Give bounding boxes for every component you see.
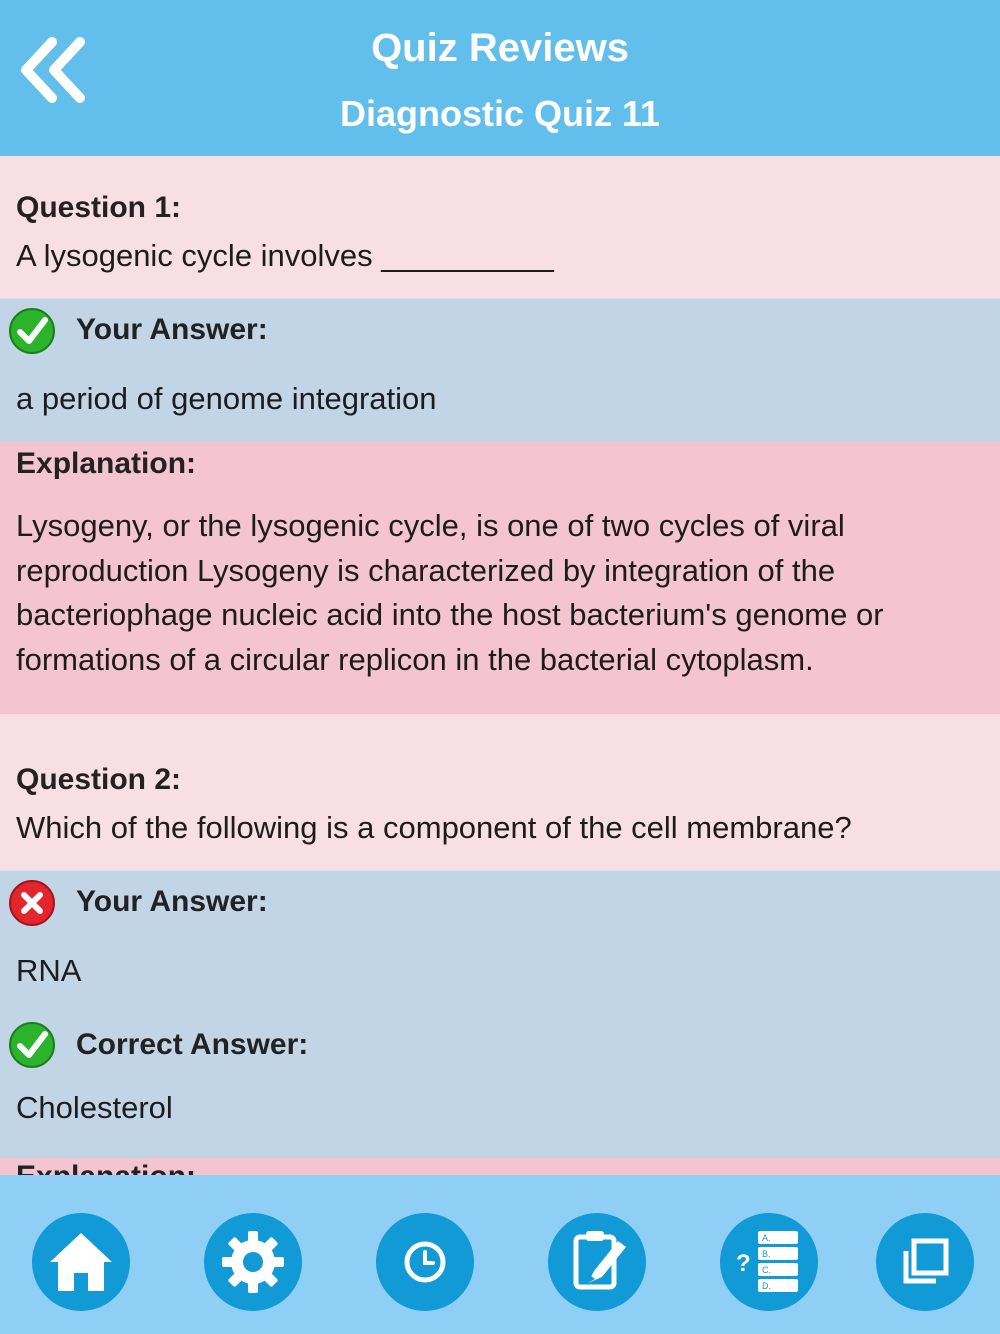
option-a-letter: A. <box>762 1233 771 1243</box>
your-answer-block <box>0 870 1000 1158</box>
copy-window-icon <box>876 1213 974 1311</box>
question-label: Question 1: <box>16 191 182 224</box>
correct-answer-label: Correct Answer: <box>76 1028 309 1061</box>
quiz-name: Diagnostic Quiz 11 <box>339 93 661 134</box>
explanation-label: Explanation: <box>16 447 197 480</box>
answer-list-icon <box>720 1213 818 1311</box>
question-mark: ? <box>736 1250 751 1277</box>
settings-button[interactable] <box>204 1213 302 1311</box>
x-circle-icon <box>8 879 56 927</box>
your-answer-text: RNA <box>16 953 82 988</box>
your-answer-text: a period of genome integration <box>16 381 437 416</box>
check-circle-icon <box>8 307 56 355</box>
history-button[interactable] <box>376 1213 474 1311</box>
explanation-block <box>0 442 1000 714</box>
option-c-letter: C. <box>762 1265 771 1275</box>
option-b-letter: B. <box>762 1249 771 1259</box>
question-2-block <box>0 714 1000 870</box>
your-answer-block <box>0 298 1000 442</box>
correct-answer-text: Cholesterol <box>16 1090 173 1125</box>
explanation-text: Lysogeny, or the lysogenic cycle, is one of two cycles of viral reproduction Lysogeny is characterized by integration of the bacteriophage nucleic acid into the host bacterium's genome or formations of a circular replicon in the bacterial cytoplasm. <box>16 508 884 677</box>
question-1-block <box>0 156 1000 298</box>
question-text: A lysogenic cycle involves __________ <box>16 238 554 273</box>
notes-button[interactable] <box>548 1213 646 1311</box>
option-d-letter: D. <box>762 1281 771 1291</box>
header-bar <box>0 0 1000 156</box>
review-list[interactable] <box>0 156 1000 1175</box>
answers-button[interactable] <box>720 1213 818 1311</box>
your-answer-label: Your Answer: <box>76 885 268 918</box>
copy-button[interactable] <box>876 1213 974 1311</box>
home-icon <box>32 1213 130 1311</box>
gear-icon <box>204 1213 302 1311</box>
question-label: Question 2: <box>16 763 182 796</box>
page-title: Quiz Reviews <box>371 26 629 70</box>
home-button[interactable] <box>32 1213 130 1311</box>
notepad-pencil-icon <box>548 1213 646 1311</box>
check-circle-icon <box>8 1021 56 1069</box>
bottom-toolbar <box>0 1175 1000 1334</box>
clock-icon <box>376 1213 474 1311</box>
your-answer-label: Your Answer: <box>76 313 268 346</box>
question-text: Which of the following is a component of the cell membrane? <box>16 810 852 845</box>
